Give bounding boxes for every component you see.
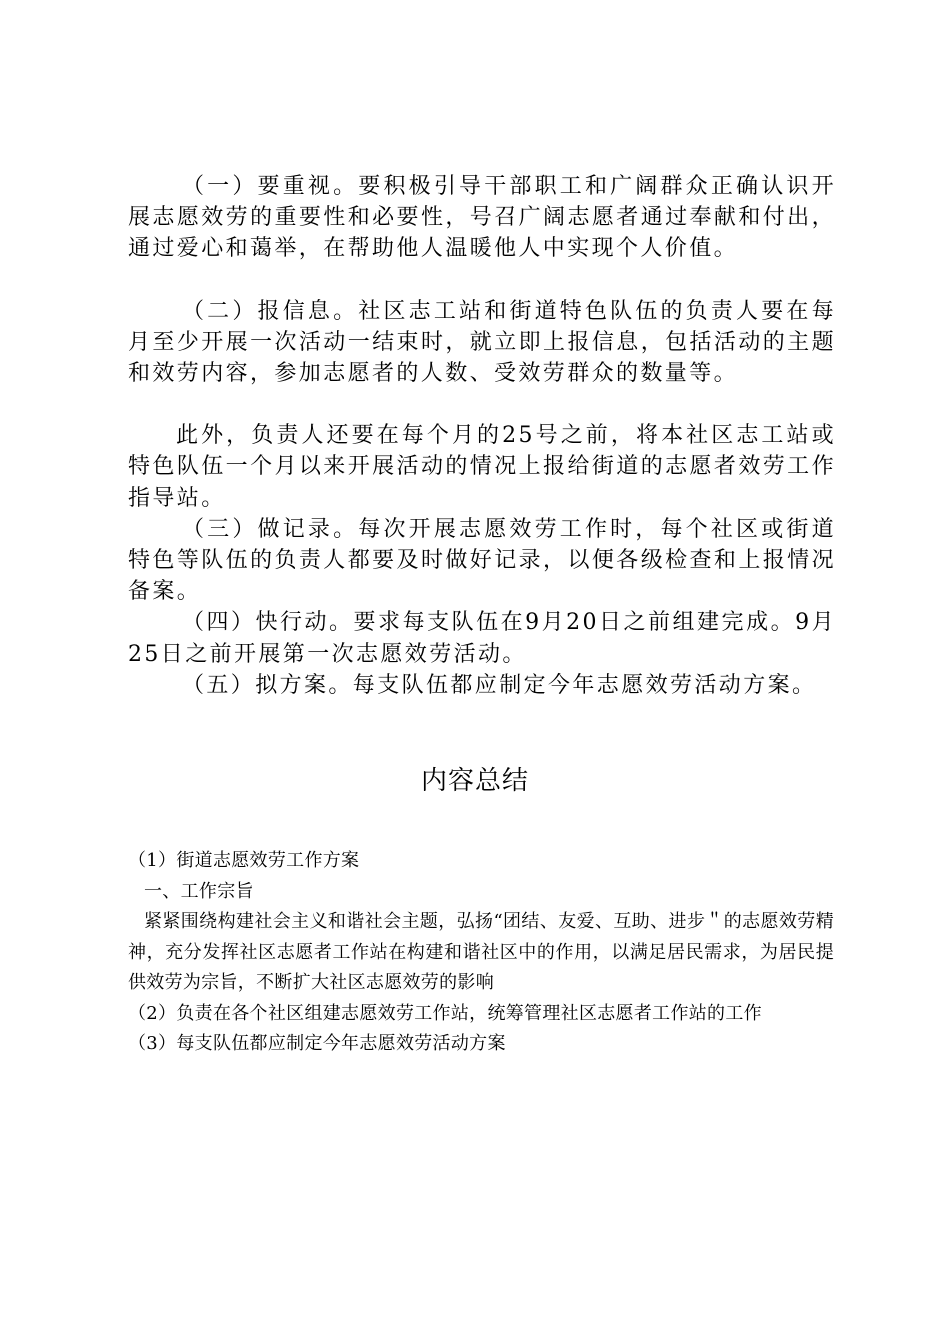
paragraph-report-information: （二）报信息。社区志工站和街道特色队伍的负责人要在每月至少开展一次活动一结束时，就立即上报信息，包括活动的主题和效劳内容，参加志愿者的人数、受效劳群众的数量等。 [128, 298, 836, 387]
paragraph-monthly-report: 此外，负责人还要在每个月的25号之前，将本社区志工站或特色队伍一个月以来开展活动的情况上报给街道的志愿者效劳工作指导站。 [128, 423, 836, 511]
summary-item: 一、工作宗旨 [144, 880, 254, 902]
summary-item: 紧紧围绕构建社会主义和谐社会主题，弘扬“团结、友爱、互助、进步＂的志愿效劳精神，充分发挥社区志愿者工作站在构建和谐社区中的作用，以满足居民需求，为居民提供效劳为宗旨，不断扩大社区志愿效劳的影响 [128, 911, 834, 993]
summary-list [128, 846, 834, 1060]
summary-item: （1）街道志愿效劳工作方案 [128, 850, 360, 871]
summary-item: （2）负责在各个社区组建志愿效劳工作站，统筹管理社区志愿者工作站的工作 [128, 1002, 762, 1024]
paragraph-draft-plan: （五）拟方案。每支队伍都应制定今年志愿效劳活动方案。 [182, 672, 817, 698]
summary-heading: 内容总结 [420, 766, 529, 796]
paragraph-keep-records: （三）做记录。每次开展志愿效劳工作时，每个社区或街道特色等队伍的负责人都要及时做好记录，以便各级检查和上报情况备案。 [128, 516, 836, 605]
summary-item: （3）每支队伍都应制定今年志愿效劳活动方案 [128, 1033, 506, 1054]
main-text-body [128, 171, 836, 701]
paragraph-attach-importance: （一）要重视。要积极引导干部职工和广阔群众正确认识开展志愿效劳的重要性和必要性，号召广阔志愿者通过奉献和付出，通过爱心和蔼举，在帮助他人温暖他人中实现个人价值。 [128, 174, 836, 262]
paragraph-act-quickly: （四）快行动。要求每支队伍在9月20日之前组建完成。9月25日之前开展第一次志愿效劳活动。 [128, 610, 836, 667]
